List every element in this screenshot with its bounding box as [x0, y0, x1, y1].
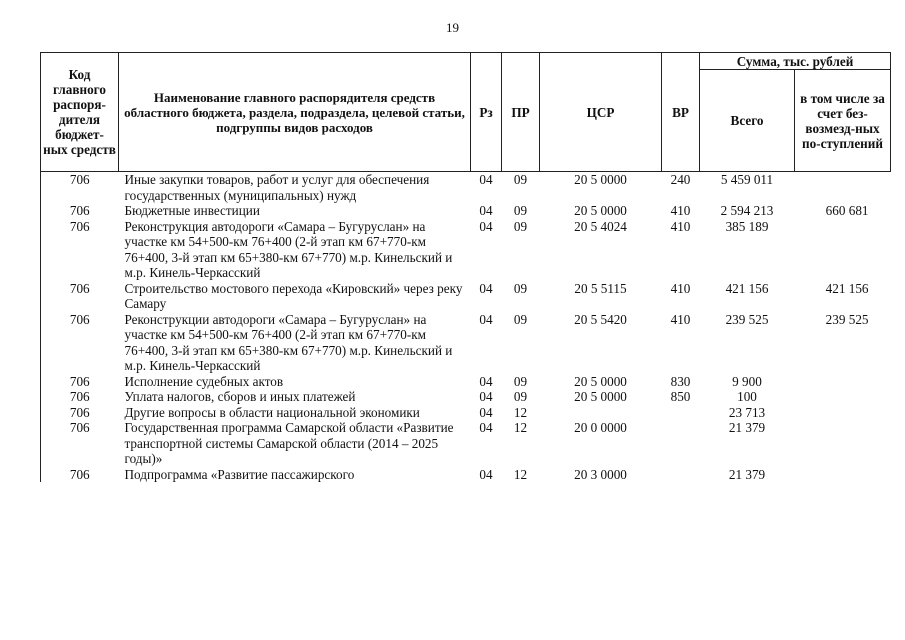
cell-vr: 410 [670, 203, 691, 218]
cell-name: Уплата налогов, сборов и иных платежей [124, 389, 356, 404]
table-row [41, 172, 891, 204]
cell-total: 100 [737, 389, 757, 404]
cell-name: Другие вопросы в области национальной экономики [124, 404, 420, 420]
header-total: Всего [700, 70, 795, 172]
cell-pr: 09 [513, 389, 528, 404]
header-csr: ЦСР [540, 53, 662, 172]
cell-rz: 04 [479, 404, 493, 420]
cell-gratis: 239 525 [825, 311, 869, 327]
header-code: Код главного распоря-дителя бюджет-ных средств [41, 53, 119, 172]
budget-table [40, 52, 891, 482]
cell-name: Исполнение судебных актов [124, 373, 284, 389]
cell-gratis [795, 420, 891, 467]
cell-csr: 20 5 0000 [574, 172, 627, 187]
cell-vr: 830 [670, 373, 691, 389]
cell-rz: 04 [479, 203, 493, 218]
cell-vr: 240 [670, 172, 691, 187]
table-row [41, 420, 891, 467]
table-row [41, 405, 891, 421]
table-row [41, 467, 891, 483]
cell-total: 385 189 [725, 218, 769, 234]
cell-gratis [795, 389, 891, 405]
header-pr: ПР [502, 53, 540, 172]
table-row [41, 312, 891, 374]
cell-pr: 09 [513, 373, 528, 389]
cell-total: 21 379 [728, 420, 766, 435]
cell-gratis: 660 681 [825, 203, 869, 218]
cell-csr: 20 5 0000 [574, 373, 627, 389]
cell-csr [540, 405, 662, 421]
cell-vr: 410 [670, 311, 691, 327]
cell-gratis [795, 405, 891, 421]
header-gratis: в том числе за счет без-возмезд-ных по-ступлений [795, 70, 891, 172]
cell-name: Иные закупки товаров, работ и услуг для обеспечения государственных (муниципальных) нужд [124, 172, 430, 203]
table-row [41, 281, 891, 312]
cell-total: 239 525 [725, 311, 769, 327]
table-row [41, 219, 891, 281]
cell-code: 706 [41, 374, 119, 390]
cell-rz: 04 [479, 373, 493, 389]
cell-gratis: 421 156 [825, 280, 869, 296]
cell-total: 5 459 011 [720, 172, 774, 187]
cell-gratis [795, 172, 891, 204]
cell-pr: 09 [513, 280, 528, 296]
cell-pr: 09 [513, 172, 528, 187]
header-rz: Рз [471, 53, 502, 172]
cell-code: 706 [41, 389, 119, 405]
cell-gratis [795, 219, 891, 281]
cell-rz: 04 [479, 311, 493, 327]
cell-vr [662, 420, 700, 467]
cell-code: 706 [41, 172, 119, 204]
cell-name: Бюджетные инвестиции [124, 203, 260, 218]
cell-name: Государственная программа Самарской области «Развитие транспортной системы Самарской области (2014 – 2025 годы)» [124, 420, 454, 466]
cell-rz: 04 [479, 466, 493, 482]
cell-total: 23 713 [728, 404, 766, 420]
cell-rz: 04 [479, 420, 493, 435]
cell-pr: 09 [513, 311, 528, 327]
cell-vr: 410 [670, 280, 691, 296]
cell-rz: 04 [479, 280, 493, 296]
page-number: 19 [446, 20, 459, 35]
cell-csr: 20 5 5420 [574, 311, 627, 327]
cell-vr: 850 [670, 389, 691, 404]
cell-rz: 04 [479, 172, 493, 187]
header-sum: Сумма, тыс. рублей [700, 53, 891, 70]
cell-rz: 04 [479, 389, 493, 404]
header-row-1 [41, 53, 891, 70]
cell-code: 706 [41, 219, 119, 281]
cell-vr [662, 467, 700, 483]
table-body [41, 172, 891, 483]
cell-rz: 04 [479, 218, 493, 234]
cell-vr [662, 405, 700, 421]
table-row [41, 203, 891, 219]
cell-csr: 20 5 0000 [574, 389, 627, 404]
cell-total: 21 379 [728, 466, 766, 482]
cell-gratis [795, 374, 891, 390]
cell-pr: 09 [513, 218, 528, 234]
cell-csr: 20 5 5115 [574, 280, 627, 296]
cell-code: 706 [41, 467, 119, 483]
cell-total: 421 156 [725, 280, 769, 296]
cell-gratis [795, 467, 891, 483]
cell-csr: 20 5 4024 [574, 218, 627, 234]
cell-csr: 20 5 0000 [574, 203, 627, 218]
cell-name: Подпрограмма «Развитие пассажирского [124, 466, 355, 482]
cell-total: 9 900 [732, 373, 762, 389]
cell-name: Реконструкции автодороги «Самара – Бугуруслан» на участке км 54+500-км 76+400 (2-й этап км 67+770-км 76+400, 3-й этап км 65+380-км 67+770) м.р. Кинельский и м.р. Кинель-Черкасский [124, 311, 453, 373]
cell-code: 706 [41, 281, 119, 312]
header-name: Наименование главного распорядителя средств областного бюджета, раздела, подраздела, целевой статьи, подгруппы видов расходов [119, 53, 471, 172]
cell-pr: 12 [513, 466, 528, 482]
cell-code: 706 [41, 203, 119, 219]
cell-pr: 12 [513, 404, 528, 420]
cell-code: 706 [41, 420, 119, 467]
table-row [41, 374, 891, 390]
table-row [41, 389, 891, 405]
cell-vr: 410 [670, 218, 691, 234]
cell-csr: 20 0 0000 [574, 420, 627, 435]
cell-csr: 20 3 0000 [574, 466, 627, 482]
cell-pr: 09 [513, 203, 528, 218]
cell-name: Реконструкция автодороги «Самара – Бугуруслан» на участке км 54+500-км 76+400 (2-й этап км 67+770-км 76+400, 3-й этап км 65+380-км 67+770) м.р. Кинельский и м.р. Кинель-Черкасский [124, 218, 453, 280]
header-vr: ВР [662, 53, 700, 172]
cell-pr: 12 [513, 420, 528, 435]
cell-name: Строительство мостового перехода «Кировский» через реку Самару [124, 280, 463, 311]
cell-code: 706 [41, 312, 119, 374]
cell-total: 2 594 213 [720, 203, 774, 218]
cell-code: 706 [41, 405, 119, 421]
